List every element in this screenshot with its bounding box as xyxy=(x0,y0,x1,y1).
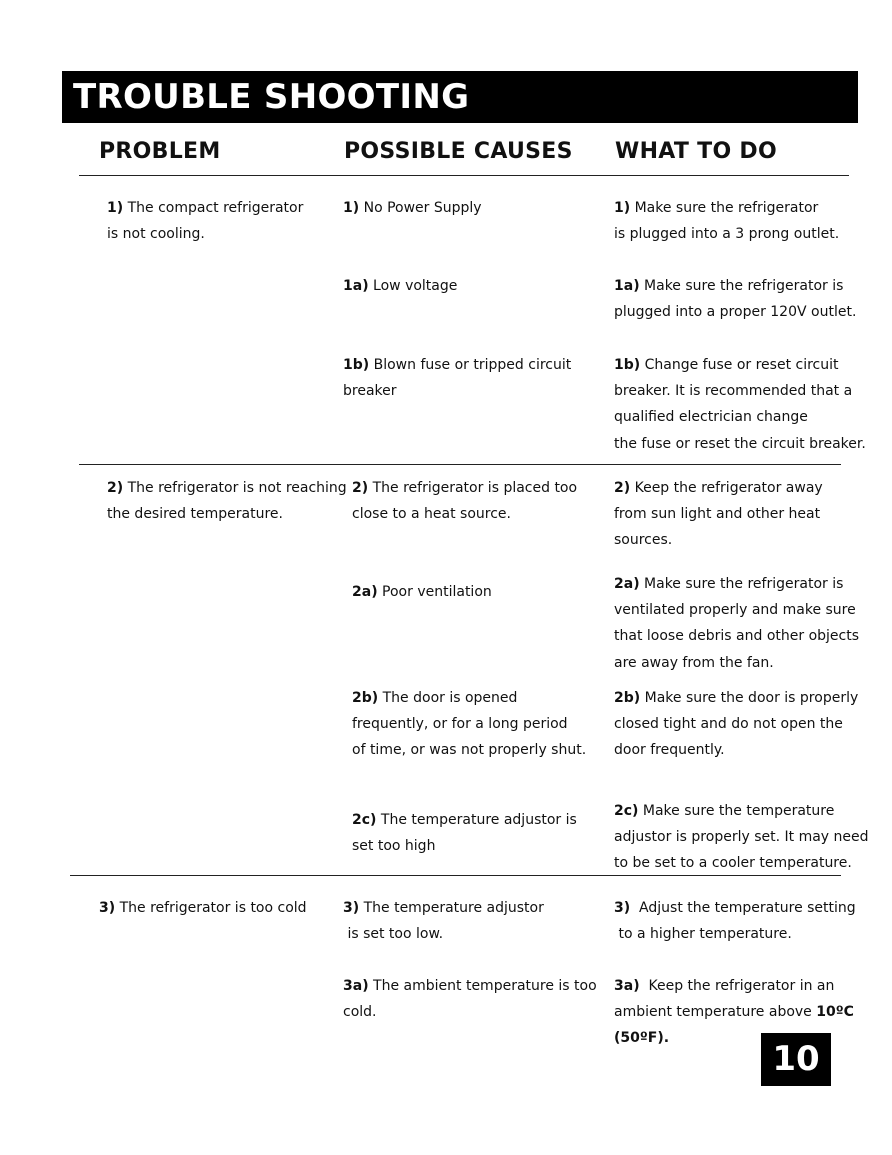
problem-1: 1) The compact refrigerator is not cooling. xyxy=(107,200,304,243)
cause-2a: 2a) Poor ventilation xyxy=(352,584,492,600)
cause-3a: 3a) The ambient temperature is too cold. xyxy=(343,978,597,1021)
solution-3a: 3a) Keep the refrigerator in an ambient temperature above 10ºC (50ºF). xyxy=(614,978,854,1047)
header-possible-causes: POSSIBLE CAUSES xyxy=(344,139,573,164)
page-number: 10 xyxy=(761,1033,831,1086)
cause-1: 1) No Power Supply xyxy=(343,200,482,216)
header-problem: PROBLEM xyxy=(99,139,221,164)
solution-2c: 2c) Make sure the temperature adjustor is properly set. It may need to be set to a cooler temperature. xyxy=(614,803,869,872)
cause-1a: 1a) Low voltage xyxy=(343,278,458,294)
solution-1b: 1b) Change fuse or reset circuit breaker. It is recommended that a qualified electrician change the fuse or reset the circuit breaker. xyxy=(614,357,866,452)
header-what-to-do: WHAT TO DO xyxy=(615,139,777,164)
cause-2c: 2c) The temperature adjustor is set too high xyxy=(352,812,577,855)
cause-2b: 2b) The door is opened frequently, or for a long period of time, or was not properly shut. xyxy=(352,690,587,759)
cause-1b: 1b) Blown fuse or tripped circuit breaker xyxy=(343,357,572,400)
problem-3: 3) The refrigerator is too cold xyxy=(99,900,307,916)
solution-2: 2) Keep the refrigerator away from sun light and other heat sources. xyxy=(614,480,823,549)
solution-3: 3) Adjust the temperature setting to a higher temperature. xyxy=(614,900,856,943)
solution-1a: 1a) Make sure the refrigerator is plugged into a proper 120V outlet. xyxy=(614,278,857,321)
solution-2b: 2b) Make sure the door is properly closed tight and do not open the door frequently. xyxy=(614,690,859,759)
cause-3: 3) The temperature adjustor is set too low. xyxy=(343,900,544,943)
header-divider xyxy=(79,175,849,176)
section-divider-1 xyxy=(79,464,841,465)
page-title: TROUBLE SHOOTING xyxy=(73,77,470,117)
solution-2a: 2a) Make sure the refrigerator is ventilated properly and make sure that loose debris and other objects are away from the fan. xyxy=(614,576,860,671)
problem-2: 2) The refrigerator is not reaching the desired temperature. xyxy=(107,480,347,523)
title-bar xyxy=(62,71,858,123)
cause-2: 2) The refrigerator is placed too close to a heat source. xyxy=(352,480,578,523)
solution-1: 1) Make sure the refrigerator is plugged into a 3 prong outlet. xyxy=(614,200,840,243)
